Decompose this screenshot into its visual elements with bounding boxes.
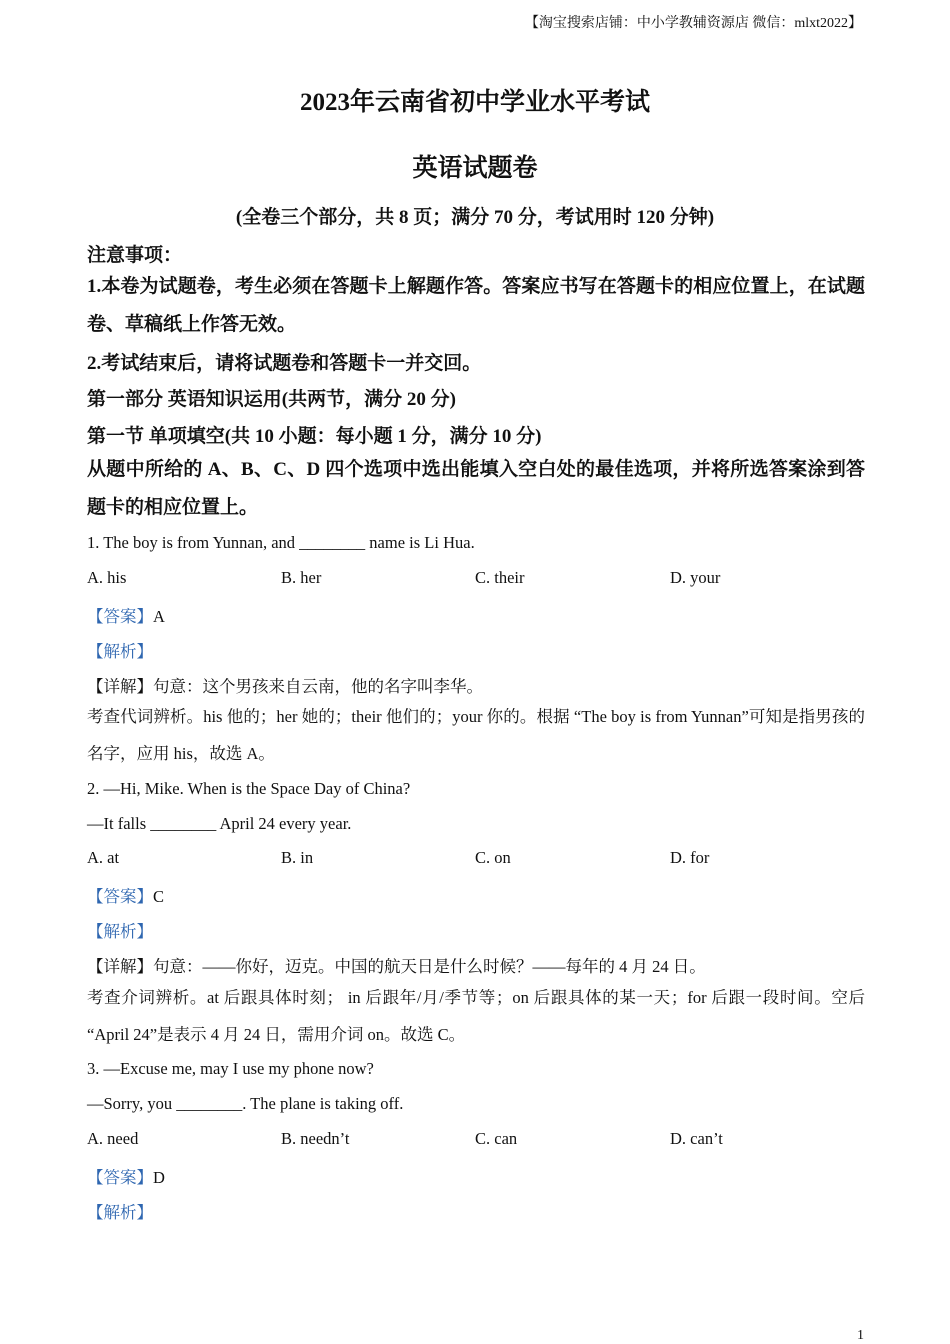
paper-subtitle: 英语试题卷: [412, 155, 538, 182]
answer-tag: 【答案】: [87, 887, 153, 906]
question-2-reply: —It falls ________ April 24 every year.: [87, 814, 352, 833]
q3-option-d: D. can’t: [670, 1129, 723, 1148]
q3-answer: [87, 1164, 165, 1188]
q1-option-b: B. her: [281, 568, 322, 587]
q1-explanation: 考查代词辨析。his 他的；her 她的；their 他们的；your 你的。根据 “The boy is from Yunnan”可知是指男孩的名字，应用 his，故选 A。: [87, 707, 865, 763]
answer-value: D: [153, 1168, 165, 1187]
q2-option-a: A. at: [87, 848, 120, 867]
answer-value: A: [153, 607, 165, 626]
question-2-stem: 2. —Hi, Mike. When is the Space Day of China?: [87, 779, 411, 798]
q2-analysis-tag: 【解析】: [87, 922, 153, 941]
question-1-stem: 1. The boy is from Yunnan, and ________ name is Li Hua.: [87, 533, 475, 552]
q1-option-c: C. their: [475, 568, 525, 587]
section-1-heading: 第一节 单项填空(共 10 小题：每小题 1 分，满分 10 分): [87, 426, 542, 447]
q1-analysis-tag: 【解析】: [87, 642, 153, 661]
page-number: 1: [857, 1328, 864, 1343]
q1-answer: [87, 603, 165, 627]
q1-option-d: D. your: [670, 568, 721, 587]
q2-detail: 【详解】句意：——你好，迈克。中国的航天日是什么时候？——每年的 4 月 24 日。: [87, 957, 706, 976]
answer-tag: 【答案】: [87, 607, 153, 626]
q3-option-b: B. needn’t: [281, 1129, 350, 1148]
q3-analysis-tag: 【解析】: [87, 1203, 153, 1222]
exam-info: (全卷三个部分，共 8 页；满分 70 分，考试用时 120 分钟): [235, 207, 715, 228]
q1-detail: 【详解】句意：这个男孩来自云南，他的名字叫李华。: [87, 677, 483, 696]
question-3-stem: 3. —Excuse me, may I use my phone now?: [87, 1059, 374, 1078]
part-1-heading: 第一部分 英语知识运用(共两节，满分 20 分): [87, 389, 456, 410]
notice-title: 注意事项：: [87, 245, 183, 266]
question-3-reply: —Sorry, you ________. The plane is taking off.: [87, 1094, 404, 1113]
q2-option-d: D. for: [670, 848, 710, 867]
q2-answer: [87, 883, 164, 907]
q2-option-c: C. on: [475, 848, 511, 867]
q1-option-a: A. his: [87, 568, 127, 587]
notice-2: 2.考试结束后，请将试题卷和答题卡一并交回。: [87, 353, 482, 374]
q2-explanation: 考查介词辨析。at 后跟具体时刻； in 后跟年/月/季节等；on 后跟具体的某一天；for 后跟一段时间。空后 “April 24”是表示 4 月 24 日，需用介词 on。故选 C。: [87, 988, 865, 1044]
q3-option-a: A. need: [87, 1129, 139, 1148]
notice-1: 1.本卷为试题卷，考生必须在答题卡上解题作答。答案应书写在答题卡的相应位置上，在试题卷、草稿纸上作答无效。: [87, 276, 865, 335]
answer-value: C: [153, 887, 165, 906]
answer-tag: 【答案】: [87, 1168, 153, 1187]
instructions: 从题中所给的 A、B、C、D 四个选项中选出能填入空白处的最佳选项，并将所选答案涂到答题卡的相应位置上。: [87, 459, 865, 518]
exam-title: 2023年云南省初中学业水平考试: [299, 89, 650, 116]
header-note: 【淘宝搜索店铺：中小学教辅资源店 微信：mlxt2022】: [524, 16, 862, 31]
q3-option-c: C. can: [475, 1129, 518, 1148]
q2-option-b: B. in: [281, 848, 314, 867]
